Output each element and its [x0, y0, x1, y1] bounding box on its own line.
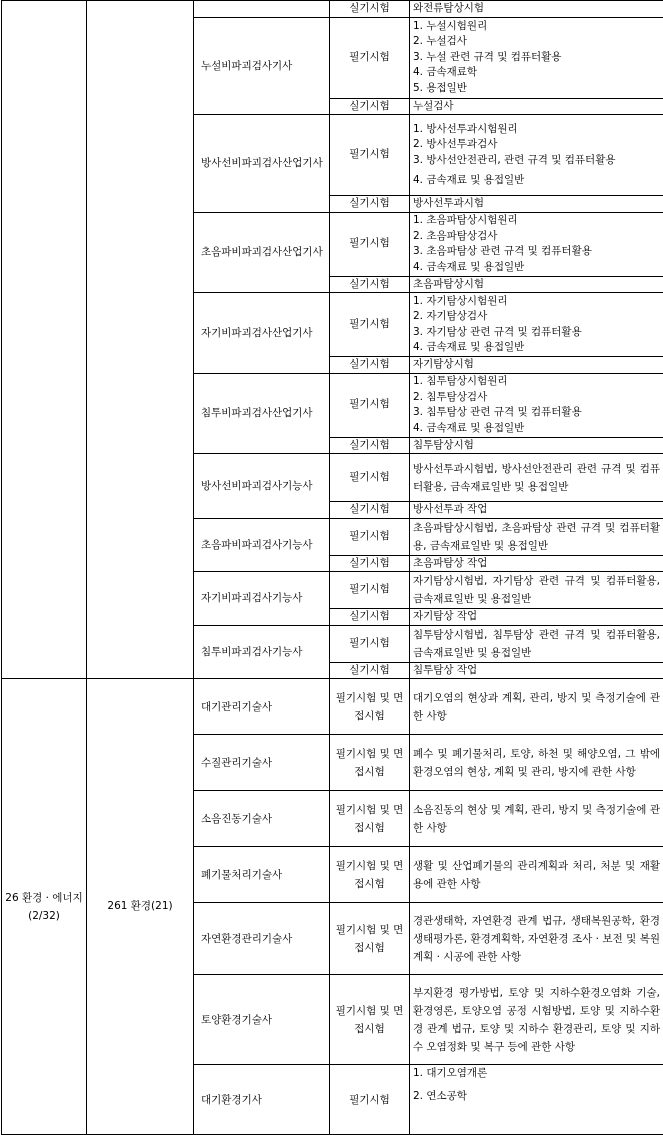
- exam-subjects-cell: 소음진동의 현상 및 계획, 관리, 방지 및 측정기술에 관한 사항: [410, 791, 663, 847]
- subject-line: 1. 방사선투과시험원리: [413, 122, 660, 138]
- qualification-name-cell: 토양환경기술사: [194, 975, 330, 1065]
- exam-type-cell: 실기시험: [330, 276, 410, 293]
- exam-subjects-cell: 초음파탐상 작업: [410, 555, 663, 572]
- exam-type-cell: 실기시험: [330, 662, 410, 679]
- subject-line: 1. 초음파탐상시험원리: [413, 213, 660, 229]
- exam-type-cell: 필기시험: [330, 293, 410, 357]
- qualification-name-cell: 누설비파괴검사기사: [194, 17, 330, 115]
- exam-type-cell: 필기시험 및 면접시험: [330, 975, 410, 1065]
- exam-subjects-cell: 초음파탐상시험법, 초음파탐상 관련 규격 및 컴퓨터활용, 금속재료일반 및 용접일반: [410, 518, 663, 555]
- qualification-name-cell: 초음파비파괴검사기능사: [194, 518, 330, 572]
- exam-subjects-cell: [410, 115, 663, 196]
- exam-type-cell: 필기시험 및 면접시험: [330, 791, 410, 847]
- exam-subjects-cell: 와전류탐상시험: [410, 1, 663, 18]
- subject-line: 4. 금속재료 및 용접일반: [413, 421, 660, 437]
- exam-type-cell: 필기시험 및 면접시험: [330, 847, 410, 903]
- exam-type-cell: 필기시험: [330, 625, 410, 662]
- subject-line: 1. 자기탐상시험원리: [413, 294, 660, 310]
- exam-subjects-cell: 초음파탐상시험: [410, 276, 663, 293]
- subject-line: 1. 침투탐상시험원리: [413, 374, 660, 390]
- exam-type-cell: 필기시험: [330, 115, 410, 196]
- qualification-name-cell: 자연환경관리기술사: [194, 903, 330, 975]
- subject-line: 1. 누설시험원리: [413, 19, 660, 35]
- exam-subjects-cell: [410, 293, 663, 357]
- subject-line: 1. 대기오염개론: [413, 1065, 660, 1082]
- subject-line: 3. 누설 관련 규격 및 컴퓨터활용: [413, 50, 660, 66]
- exam-subjects-cell: [410, 373, 663, 437]
- exam-subjects-cell: 누설검사: [410, 98, 663, 115]
- exam-type-cell: 필기시험: [330, 572, 410, 609]
- exam-type-cell: 실기시험: [330, 98, 410, 115]
- subject-line: 2. 침투탐상검사: [413, 390, 660, 406]
- subject-line: 3. 침투탐상 관련 규격 및 컴퓨터활용: [413, 405, 660, 421]
- category-cell: 26 환경 · 에너지 (2/32): [2, 679, 87, 1135]
- exam-type-cell: 필기시험: [330, 1065, 410, 1135]
- exam-subjects-cell: [410, 212, 663, 276]
- qualification-name-cell: 초음파비파괴검사산업기사: [194, 212, 330, 293]
- qualification-name-cell: 방사선비파괴검사산업기사: [194, 115, 330, 213]
- qualification-name-cell: [194, 1, 330, 18]
- exam-subjects-cell: 자기탐상 작업: [410, 609, 663, 626]
- exam-type-cell: 실기시험: [330, 1, 410, 18]
- exam-subjects-cell: 자기탐상시험: [410, 357, 663, 374]
- subject-line: 2. 연소공학: [413, 1088, 660, 1105]
- exam-subjects-cell: 자기탐상시험법, 자기탐상 관련 규격 및 컴퓨터활용, 금속재료일반 및 용접일반: [410, 572, 663, 609]
- exam-type-cell: 실기시험: [330, 609, 410, 626]
- subcategory-cell: 261 환경(21): [87, 679, 194, 1135]
- exam-subjects-cell: [410, 17, 663, 98]
- subject-line: 2. 누설검사: [413, 34, 660, 50]
- qualification-name-cell: 대기환경기사: [194, 1065, 330, 1135]
- exam-subjects-cell: 방사선투과 작업: [410, 502, 663, 519]
- exam-type-cell: 실기시험: [330, 555, 410, 572]
- exam-type-cell: 필기시험 및 면접시험: [330, 679, 410, 735]
- qualification-name-cell: 수질관리기술사: [194, 735, 330, 791]
- table-row: [2, 1, 663, 18]
- qualification-name-cell: 소음진동기술사: [194, 791, 330, 847]
- category-cell-continued: [2, 1, 87, 679]
- exam-type-cell: 필기시험: [330, 518, 410, 555]
- subject-line: 3. 자기탐상 관련 규격 및 컴퓨터활용: [413, 325, 660, 341]
- subject-line: 5. 용접일반: [413, 81, 660, 97]
- exam-type-cell: 필기시험: [330, 17, 410, 98]
- qualification-name-cell: 자기비파괴검사기능사: [194, 572, 330, 626]
- exam-subjects-cell: 경관생태학, 자연환경 관계 법규, 생태복원공학, 환경생태평가론, 환경계획학, 자연환경 조사 · 보전 및 복원계획 · 시공에 관한 사항: [410, 903, 663, 975]
- exam-subjects-cell: 부지환경 평가방법, 토양 및 지하수환경오염화 기술, 환경영론, 토양오염 공정 시험방법, 토양 및 지하수환경 관계 법규, 토양 및 지하수 환경관리, 토양 및 지하수 오염정화 및 복구 등에 관한 사항: [410, 975, 663, 1065]
- exam-subjects-cell: 생활 및 산업폐기물의 관리계획과 처리, 처분 및 재활용에 관한 사항: [410, 847, 663, 903]
- exam-subjects-cell: 대기오염의 현상과 계획, 관리, 방지 및 측정기술에 관한 사항: [410, 679, 663, 735]
- exam-subjects-cell: 폐수 및 폐기물처리, 토양, 하천 및 해양오염, 그 밖에 환경오염의 현상, 계획 및 관리, 방지에 관한 사항: [410, 735, 663, 791]
- exam-type-cell: 필기시험: [330, 454, 410, 502]
- subject-line: 3. 방사선안전관리, 관련 규격 및 컴퓨터활용: [413, 153, 660, 169]
- exam-type-cell: 필기시험 및 면접시험: [330, 735, 410, 791]
- subject-line: 2. 초음파탐상검사: [413, 229, 660, 245]
- exam-subjects-cell: 방사선투과시험: [410, 196, 663, 213]
- qualification-name-cell: 침투비파괴검사기능사: [194, 625, 330, 679]
- table-row: [2, 679, 663, 735]
- subject-line: 4. 금속재료학: [413, 65, 660, 81]
- exam-subjects-cell: [410, 1065, 663, 1135]
- qualification-name-cell: 방사선비파괴검사기능사: [194, 454, 330, 519]
- exam-type-cell: 실기시험: [330, 437, 410, 454]
- exam-subjects-cell: 방사선투과시험법, 방사선안전관리 관련 규격 및 컴퓨터활용, 금속재료일반 및 용접일반: [410, 454, 663, 502]
- exam-subjects-cell: 침투탐상시험법, 침투탐상 관련 규격 및 컴퓨터활용, 금속재료일반 및 용접일반: [410, 625, 663, 662]
- subject-line: 2. 방사선투과검사: [413, 137, 660, 153]
- subcategory-cell-continued: [87, 1, 194, 679]
- subject-line: 3. 초음파탐상 관련 규격 및 컴퓨터활용: [413, 244, 660, 260]
- subject-line: 2. 자기탐상검사: [413, 309, 660, 325]
- exam-subjects-table: [1, 0, 663, 1135]
- qualification-name-cell: 자기비파괴검사산업기사: [194, 293, 330, 374]
- exam-subjects-cell: 침투탐상 작업: [410, 662, 663, 679]
- exam-type-cell: 필기시험: [330, 373, 410, 437]
- exam-type-cell: 실기시험: [330, 502, 410, 519]
- subject-line: 4. 금속재료 및 용접일반: [413, 340, 660, 356]
- exam-type-cell: 실기시험: [330, 196, 410, 213]
- subject-line: 4. 금속재료 및 용접일반: [413, 260, 660, 276]
- qualification-name-cell: 대기관리기술사: [194, 679, 330, 735]
- exam-type-cell: 필기시험: [330, 212, 410, 276]
- qualification-name-cell: 폐기물처리기술사: [194, 847, 330, 903]
- exam-type-cell: 필기시험 및 면접시험: [330, 903, 410, 975]
- qualification-name-cell: 침투비파괴검사산업기사: [194, 373, 330, 454]
- exam-subjects-cell: 침투탐상시험: [410, 437, 663, 454]
- subject-line: 4. 금속재료 및 용접일반: [413, 173, 660, 189]
- exam-type-cell: 실기시험: [330, 357, 410, 374]
